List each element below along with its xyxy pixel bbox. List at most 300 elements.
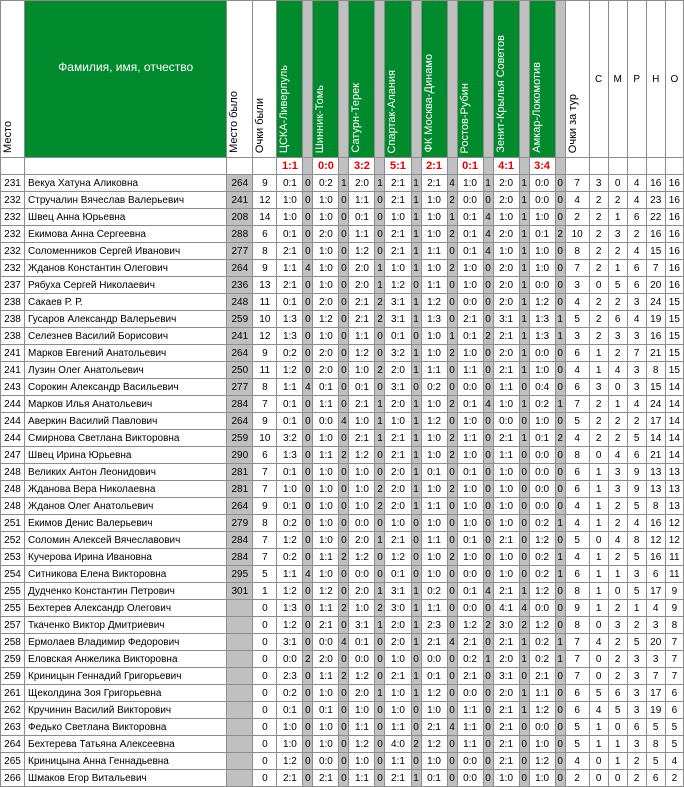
was-points-cell: 0	[253, 651, 277, 668]
o-cell: 16	[665, 192, 683, 209]
prediction-points-cell: 0	[375, 702, 385, 719]
prediction-points-cell: 0	[447, 736, 457, 753]
prediction-points-cell: 0	[519, 549, 529, 566]
prediction-points-cell: 4	[483, 243, 493, 260]
prediction-cell: 1:0	[493, 515, 519, 532]
m-cell: 2	[608, 600, 627, 617]
prediction-points-cell: 0	[303, 685, 313, 702]
was-points-cell: 9	[253, 175, 277, 192]
header-match-label: Шинник-Томь	[314, 84, 327, 153]
table-row	[1, 498, 684, 515]
prediction-cell: 0:0	[493, 413, 519, 430]
prediction-points-cell: 0	[447, 583, 457, 600]
r-cell: 3	[627, 651, 646, 668]
prediction-cell: 2:0	[349, 260, 375, 277]
prediction-points-cell: 0	[555, 209, 565, 226]
prediction-cell: 0:2	[529, 396, 555, 413]
header-points-col	[519, 1, 529, 158]
place-cell: 237	[1, 277, 25, 294]
r-cell: 3	[627, 362, 646, 379]
name-cell: Ситникова Елена Викторовна	[25, 566, 227, 583]
prediction-points-cell: 0	[519, 413, 529, 430]
table-row	[1, 362, 684, 379]
prediction-cell: 0:1	[385, 566, 411, 583]
prediction-points-cell: 0	[339, 770, 349, 787]
header-match-label: Спартак-Алания	[386, 69, 399, 153]
prediction-cell: 0:1	[313, 702, 339, 719]
m-cell: 4	[608, 532, 627, 549]
header-match	[457, 1, 483, 158]
prediction-points-cell: 0	[555, 600, 565, 617]
place-cell: 264	[1, 736, 25, 753]
prediction-cell: 1:0	[385, 702, 411, 719]
was-place-cell	[227, 685, 253, 702]
was-place-cell: 264	[227, 413, 253, 430]
prediction-cell: 1:1	[349, 719, 375, 736]
prediction-points-cell: 0	[555, 260, 565, 277]
prediction-points-cell: 1	[411, 617, 421, 634]
prediction-cell: 1:0	[493, 498, 519, 515]
results-blank	[253, 158, 277, 175]
prediction-points-cell: 4	[447, 175, 457, 192]
prediction-points-cell: 0	[447, 464, 457, 481]
header-was-points-label: Очки были	[254, 97, 267, 153]
m-cell: 2	[608, 192, 627, 209]
prediction-points-cell: 0	[411, 702, 421, 719]
name-cell: Криницын Геннадий Григорьевич	[25, 668, 227, 685]
r-cell: 3	[627, 379, 646, 396]
was-points-cell: 0	[253, 668, 277, 685]
name-cell: Ткаченко Виктор Дмитриевич	[25, 617, 227, 634]
name-cell: Жданова Вера Николаевна	[25, 481, 227, 498]
prediction-points-cell: 1	[519, 345, 529, 362]
tour-points-cell: 9	[565, 600, 589, 617]
prediction-cell: 0:1	[349, 209, 375, 226]
r-cell: 3	[627, 294, 646, 311]
prediction-points-cell: 0	[339, 226, 349, 243]
prediction-cell: 1:0	[421, 702, 447, 719]
was-place-cell: 284	[227, 532, 253, 549]
prediction-cell: 1:0	[385, 651, 411, 668]
prediction-cell: 1:0	[457, 498, 483, 515]
prediction-points-cell: 0	[339, 566, 349, 583]
header-tour-points-label: Очки за тур	[566, 93, 579, 153]
tour-points-cell: 5	[565, 311, 589, 328]
was-place-cell	[227, 770, 253, 787]
prediction-points-cell: 1	[411, 583, 421, 600]
prediction-cell: 1:0	[529, 209, 555, 226]
n-cell: 24	[646, 396, 665, 413]
was-points-cell: 0	[253, 770, 277, 787]
prediction-cell: 1:1	[493, 379, 519, 396]
prediction-points-cell: 2	[555, 226, 565, 243]
prediction-cell: 0:0	[457, 770, 483, 787]
prediction-cell: 0:2	[277, 345, 303, 362]
result-points-blank	[447, 158, 457, 175]
header-points-col	[555, 1, 565, 158]
place-cell: 257	[1, 617, 25, 634]
s-cell: 1	[589, 719, 608, 736]
o-cell: 11	[665, 549, 683, 566]
prediction-points-cell: 1	[519, 226, 529, 243]
header-tour-points	[565, 1, 589, 158]
tour-points-cell: 4	[565, 549, 589, 566]
name-cell: Векуа Хатуна Аликовна	[25, 175, 227, 192]
prediction-cell: 0:0	[313, 634, 339, 651]
prediction-points-cell: 0	[483, 362, 493, 379]
prediction-points-cell: 0	[339, 583, 349, 600]
m-cell: 1	[608, 566, 627, 583]
prediction-points-cell: 1	[375, 413, 385, 430]
was-points-cell: 7	[253, 396, 277, 413]
prediction-points-cell: 0	[339, 617, 349, 634]
tour-points-cell: 3	[565, 328, 589, 345]
prediction-points-cell: 1	[411, 430, 421, 447]
r-cell: 2	[627, 413, 646, 430]
prediction-cell: 0:1	[277, 464, 303, 481]
match-result: 0:0	[313, 158, 339, 175]
prediction-points-cell: 0	[447, 515, 457, 532]
prediction-points-cell: 0	[483, 770, 493, 787]
prediction-cell: 1:2	[349, 243, 375, 260]
prediction-points-cell: 0	[375, 566, 385, 583]
prediction-points-cell: 0	[519, 770, 529, 787]
prediction-points-cell: 0	[555, 277, 565, 294]
name-cell: Смирнова Светлана Викторовна	[25, 430, 227, 447]
prediction-cell: 2:1	[385, 532, 411, 549]
prediction-cell: 1:0	[421, 396, 447, 413]
r-cell: 4	[627, 515, 646, 532]
prediction-cell: 0:2	[529, 515, 555, 532]
s-cell: 2	[589, 328, 608, 345]
was-points-cell: 9	[253, 345, 277, 362]
prediction-points-cell: 1	[519, 192, 529, 209]
s-cell: 2	[589, 413, 608, 430]
table-row	[1, 413, 684, 430]
prediction-points-cell: 0	[339, 192, 349, 209]
prediction-points-cell: 0	[339, 396, 349, 413]
prediction-cell: 3:1	[493, 311, 519, 328]
n-cell: 21	[646, 345, 665, 362]
prediction-cell: 2:1	[457, 311, 483, 328]
prediction-cell: 0:0	[277, 651, 303, 668]
prediction-cell: 2:1	[313, 617, 339, 634]
prediction-points-cell: 0	[339, 345, 349, 362]
n-cell: 4	[646, 600, 665, 617]
prediction-cell: 1:0	[457, 260, 483, 277]
prediction-points-cell: 0	[447, 311, 457, 328]
name-cell: Селезнев Василий Борисович	[25, 328, 227, 345]
prediction-points-cell: 0	[555, 413, 565, 430]
prediction-cell: 4:0	[385, 736, 411, 753]
prediction-cell: 1:0	[313, 515, 339, 532]
prediction-points-cell: 0	[411, 549, 421, 566]
match-result: 3:2	[349, 158, 375, 175]
prediction-points-cell: 0	[339, 464, 349, 481]
was-points-cell: 0	[253, 617, 277, 634]
prediction-points-cell: 0	[447, 362, 457, 379]
s-cell: 0	[589, 770, 608, 787]
table-row	[1, 481, 684, 498]
prediction-points-cell: 0	[375, 651, 385, 668]
prediction-cell: 2:1	[313, 770, 339, 787]
name-cell: Соломин Алексей Вячеславович	[25, 532, 227, 549]
prediction-cell: 3:1	[385, 583, 411, 600]
prediction-points-cell: 0	[483, 294, 493, 311]
was-points-cell: 7	[253, 532, 277, 549]
was-place-cell: 279	[227, 515, 253, 532]
prediction-cell: 1:2	[529, 583, 555, 600]
place-cell: 259	[1, 651, 25, 668]
prediction-cell: 1:1	[277, 379, 303, 396]
prediction-points-cell: 2	[447, 447, 457, 464]
prediction-points-cell: 1	[375, 617, 385, 634]
prediction-points-cell: 4	[339, 413, 349, 430]
prediction-cell: 0:0	[529, 277, 555, 294]
prediction-points-cell: 0	[555, 481, 565, 498]
prediction-cell: 2:1	[493, 583, 519, 600]
prediction-cell: 0:1	[313, 379, 339, 396]
prediction-points-cell: 0	[447, 413, 457, 430]
prediction-points-cell: 0	[303, 634, 313, 651]
r-cell: 2	[627, 753, 646, 770]
prediction-cell: 2:0	[493, 226, 519, 243]
prediction-points-cell: 0	[519, 532, 529, 549]
s-cell: 1	[589, 549, 608, 566]
s-cell: 0	[589, 447, 608, 464]
prediction-cell: 0:1	[457, 226, 483, 243]
name-cell: Жданов Константин Олегович	[25, 260, 227, 277]
prediction-points-cell: 0	[339, 719, 349, 736]
prediction-cell: 2:1	[349, 311, 375, 328]
prediction-points-cell: 0	[483, 702, 493, 719]
prediction-points-cell: 0	[303, 464, 313, 481]
o-cell: 12	[665, 532, 683, 549]
prediction-points-cell: 0	[375, 192, 385, 209]
prediction-cell: 1:0	[313, 736, 339, 753]
prediction-cell: 1:0	[421, 549, 447, 566]
prediction-points-cell: 1	[411, 260, 421, 277]
header-was-place	[227, 1, 253, 158]
prediction-points-cell: 1	[519, 277, 529, 294]
prediction-points-cell: 1	[555, 515, 565, 532]
header-name	[25, 1, 227, 158]
was-points-cell: 6	[253, 447, 277, 464]
n-cell: 17	[646, 583, 665, 600]
prediction-cell: 1:0	[349, 753, 375, 770]
place-cell: 248	[1, 464, 25, 481]
was-place-cell: 208	[227, 209, 253, 226]
r-cell: 2	[627, 226, 646, 243]
s-cell: 0	[589, 277, 608, 294]
prediction-cell: 3:1	[385, 311, 411, 328]
results-blank	[227, 158, 253, 175]
prediction-points-cell: 0	[447, 617, 457, 634]
name-cell: Криницына Анна Геннадьевна	[25, 753, 227, 770]
prediction-cell: 2:0	[313, 226, 339, 243]
prediction-points-cell: 0	[483, 736, 493, 753]
table-row	[1, 345, 684, 362]
place-cell: 241	[1, 362, 25, 379]
prediction-points-cell: 1	[411, 243, 421, 260]
prediction-points-cell: 0	[411, 515, 421, 532]
prediction-points-cell: 0	[519, 379, 529, 396]
prediction-cell: 1:2	[529, 702, 555, 719]
o-cell: 15	[665, 328, 683, 345]
header-points-col	[375, 1, 385, 158]
s-cell: 1	[589, 362, 608, 379]
prediction-cell: 2:1	[457, 668, 483, 685]
tour-points-cell: 7	[565, 260, 589, 277]
r-cell: 6	[627, 260, 646, 277]
n-cell: 3	[646, 617, 665, 634]
prediction-points-cell: 1	[375, 583, 385, 600]
s-cell: 2	[589, 192, 608, 209]
n-cell: 21	[646, 447, 665, 464]
place-cell: 262	[1, 702, 25, 719]
n-cell: 5	[646, 753, 665, 770]
prediction-cell: 0:1	[529, 430, 555, 447]
table-row	[1, 702, 684, 719]
prediction-points-cell: 0	[303, 753, 313, 770]
prediction-cell: 1:0	[457, 481, 483, 498]
was-points-cell: 9	[253, 260, 277, 277]
o-cell: 14	[665, 379, 683, 396]
prediction-points-cell: 0	[483, 464, 493, 481]
prediction-cell: 1:1	[313, 668, 339, 685]
m-cell: 1	[608, 753, 627, 770]
was-points-cell: 11	[253, 362, 277, 379]
prediction-cell: 1:0	[421, 481, 447, 498]
prediction-points-cell: 2	[303, 651, 313, 668]
prediction-points-cell: 0	[375, 549, 385, 566]
prediction-cell: 1:0	[493, 396, 519, 413]
prediction-points-cell: 0	[555, 583, 565, 600]
prediction-points-cell: 2	[375, 481, 385, 498]
was-place-cell: 284	[227, 549, 253, 566]
prediction-cell: 1:1	[457, 702, 483, 719]
tour-points-cell: 3	[565, 277, 589, 294]
prediction-cell: 1:1	[421, 532, 447, 549]
prediction-cell: 0:0	[313, 413, 339, 430]
prediction-points-cell: 0	[483, 447, 493, 464]
prediction-points-cell: 0	[303, 243, 313, 260]
prediction-cell: 1:0	[385, 685, 411, 702]
was-place-cell	[227, 651, 253, 668]
r-cell: 5	[627, 498, 646, 515]
prediction-points-cell: 4	[483, 209, 493, 226]
r-cell: 4	[627, 175, 646, 192]
name-cell: Марков Евгений Анатольевич	[25, 345, 227, 362]
prediction-cell: 1:0	[493, 209, 519, 226]
m-cell: 6	[608, 685, 627, 702]
prediction-cell: 1:0	[421, 515, 447, 532]
prediction-points-cell: 1	[519, 430, 529, 447]
prediction-points-cell: 0	[375, 464, 385, 481]
m-cell: 2	[608, 634, 627, 651]
prediction-cell: 0:2	[421, 379, 447, 396]
n-cell: 3	[646, 651, 665, 668]
prediction-cell: 2:0	[493, 294, 519, 311]
o-cell: 2	[665, 770, 683, 787]
prediction-points-cell: 0	[483, 481, 493, 498]
prediction-cell: 2:1	[421, 175, 447, 192]
prediction-cell: 1:1	[349, 192, 375, 209]
prediction-cell: 0:1	[349, 379, 375, 396]
was-place-cell	[227, 668, 253, 685]
name-cell: Бехтерев Александр Олегович	[25, 600, 227, 617]
prediction-points-cell: 1	[411, 634, 421, 651]
prediction-points-cell: 1	[411, 481, 421, 498]
prediction-cell: 0:2	[529, 651, 555, 668]
prediction-cell: 1:0	[349, 464, 375, 481]
prediction-cell: 1:1	[385, 719, 411, 736]
name-cell: Рябуха Сергей Николаевич	[25, 277, 227, 294]
prediction-points-cell: 0	[483, 498, 493, 515]
prediction-points-cell: 0	[483, 719, 493, 736]
results-blank	[565, 158, 589, 175]
prediction-points-cell: 4	[303, 379, 313, 396]
prediction-cell: 0:2	[457, 651, 483, 668]
prediction-cell: 0:1	[277, 294, 303, 311]
was-points-cell: 12	[253, 328, 277, 345]
prediction-cell: 1:1	[277, 566, 303, 583]
table-row	[1, 753, 684, 770]
header-points-col	[447, 1, 457, 158]
prediction-points-cell: 0	[303, 192, 313, 209]
prediction-cell: 1:0	[277, 209, 303, 226]
tour-points-cell: 8	[565, 447, 589, 464]
table-row	[1, 328, 684, 345]
was-place-cell: 277	[227, 379, 253, 396]
r-cell: 8	[627, 532, 646, 549]
prediction-points-cell: 0	[375, 209, 385, 226]
o-cell: 15	[665, 294, 683, 311]
prediction-cell: 0:1	[277, 396, 303, 413]
prediction-points-cell: 0	[483, 600, 493, 617]
prediction-cell: 1:0	[277, 736, 303, 753]
name-cell: Кучерова Ирина Ивановна	[25, 549, 227, 566]
prediction-cell: 1:1	[313, 549, 339, 566]
prediction-cell: 2:0	[385, 362, 411, 379]
prediction-points-cell: 2	[447, 396, 457, 413]
prediction-cell: 0:2	[277, 515, 303, 532]
name-cell: Стручалин Вячеслав Валерьевич	[25, 192, 227, 209]
prediction-points-cell: 1	[411, 685, 421, 702]
prediction-cell: 1:2	[277, 532, 303, 549]
r-cell: 4	[627, 243, 646, 260]
prediction-cell: 1:2	[349, 668, 375, 685]
was-points-cell: 10	[253, 311, 277, 328]
prediction-points-cell: 1	[411, 192, 421, 209]
prediction-cell: 0:1	[457, 328, 483, 345]
prediction-cell: 1:1	[349, 328, 375, 345]
m-cell: 3	[608, 617, 627, 634]
prediction-cell: 1:0	[421, 328, 447, 345]
o-cell: 16	[665, 226, 683, 243]
prediction-points-cell: 1	[411, 362, 421, 379]
n-cell: 17	[646, 685, 665, 702]
prediction-points-cell: 0	[483, 668, 493, 685]
prediction-cell: 2:0	[385, 396, 411, 413]
prediction-cell: 2:0	[385, 634, 411, 651]
prediction-points-cell: 0	[303, 532, 313, 549]
prediction-points-cell: 0	[483, 311, 493, 328]
prediction-cell: 0:1	[421, 770, 447, 787]
name-cell: Гусаров Александр Валерьевич	[25, 311, 227, 328]
n-cell: 16	[646, 226, 665, 243]
prediction-points-cell: 0	[447, 566, 457, 583]
